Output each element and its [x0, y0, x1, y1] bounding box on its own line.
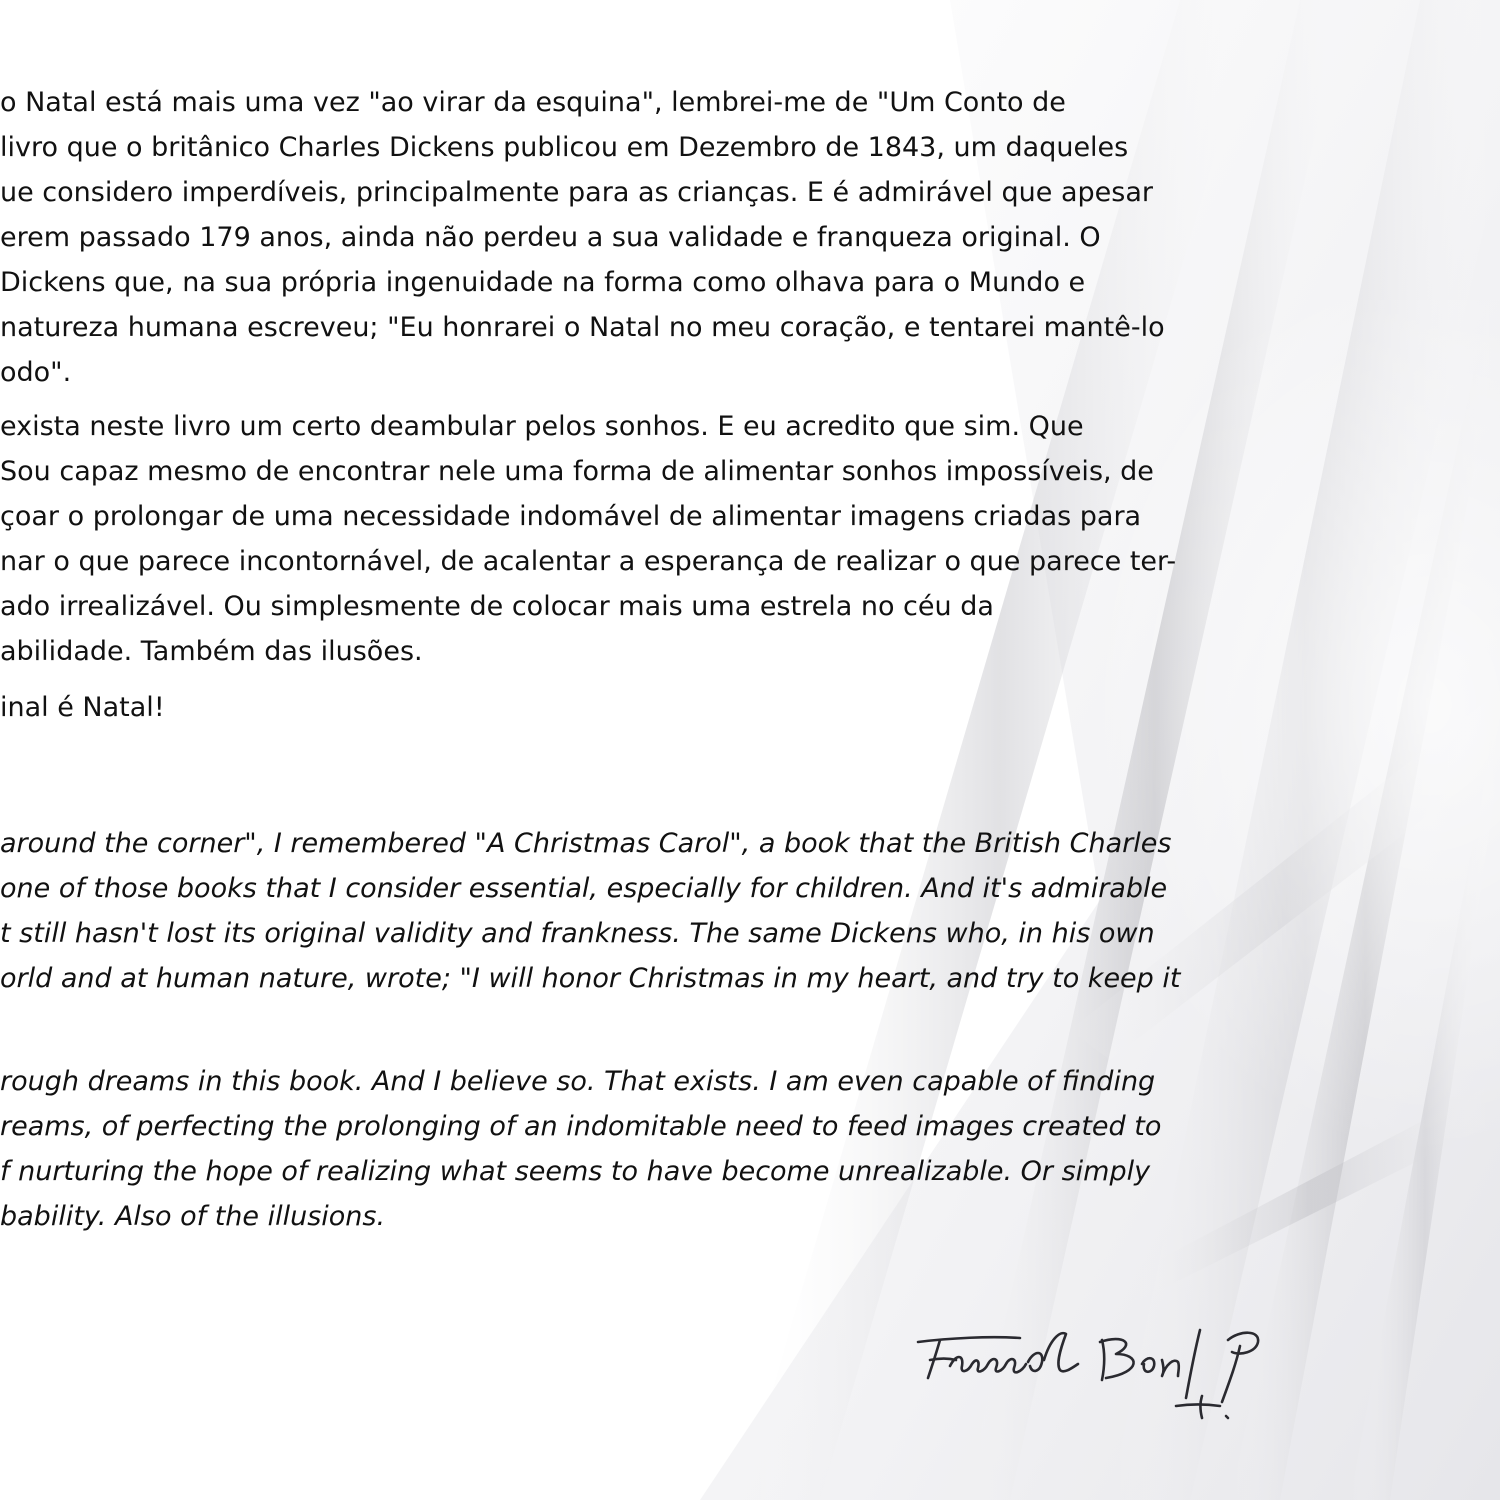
- pt-p1-line: natureza humana escreveu; "Eu honrarei o Natal no meu coração, e tentarei mantê-lo: [0, 312, 1165, 343]
- pt-p1-line: o Natal está mais uma vez "ao virar da esquina", lembrei-me de "Um Conto de: [0, 87, 1066, 118]
- pt-p2-line: çoar o prolongar de uma necessidade indomável de alimentar imagens criadas para: [0, 501, 1142, 532]
- en-p2-line: f nurturing the hope of realizing what seems to have become unrealizable. Or simply: [0, 1156, 1151, 1187]
- pt-p2-line: exista neste livro um certo deambular pelos sonhos. E eu acredito que sim. Que: [0, 411, 1084, 442]
- en-p1-line: around the corner", I remembered "A Christmas Carol", a book that the British Charles: [0, 828, 1172, 859]
- pt-p1-line: livro que o britânico Charles Dickens publicou em Dezembro de 1843, um daqueles: [0, 132, 1129, 163]
- en-p1-line: one of those books that I consider essential, especially for children. And it's admirable: [0, 873, 1168, 904]
- pt-p1-line: erem passado 179 anos, ainda não perdeu a sua validade e franqueza original. O: [0, 222, 1101, 253]
- en-p2-line: reams, of perfecting the prolonging of an indomitable need to feed images created to: [0, 1111, 1162, 1142]
- pt-p3-line: inal é Natal!: [0, 692, 165, 723]
- en-p1-line: orld and at human nature, wrote; "I will honor Christmas in my heart, and try to keep it: [0, 963, 1181, 994]
- pt-p2-line: abilidade. Também das ilusões.: [0, 636, 423, 667]
- handwritten-signature: [910, 1320, 1290, 1430]
- pt-p1-line: Dickens que, na sua própria ingenuidade na forma como olhava para o Mundo e: [0, 267, 1086, 298]
- pt-p2-line: nar o que parece incontornável, de acalentar a esperança de realizar o que parece ter-: [0, 546, 1177, 577]
- pt-p2-line: Sou capaz mesmo de encontrar nele uma forma de alimentar sonhos impossíveis, de: [0, 456, 1154, 487]
- en-p2-line: rough dreams in this book. And I believe so. That exists. I am even capable of finding: [0, 1066, 1156, 1097]
- pt-p2-line: ado irrealizável. Ou simplesmente de colocar mais uma estrela no céu da: [0, 591, 994, 622]
- en-p2-line: bability. Also of the illusions.: [0, 1201, 386, 1232]
- pt-p1-line: odo".: [0, 357, 72, 388]
- en-p1-line: t still hasn't lost its original validity and frankness. The same Dickens who, in his own: [0, 918, 1155, 949]
- pt-p1-line: ue considero imperdíveis, principalmente para as crianças. E é admirável que apesar: [0, 177, 1153, 208]
